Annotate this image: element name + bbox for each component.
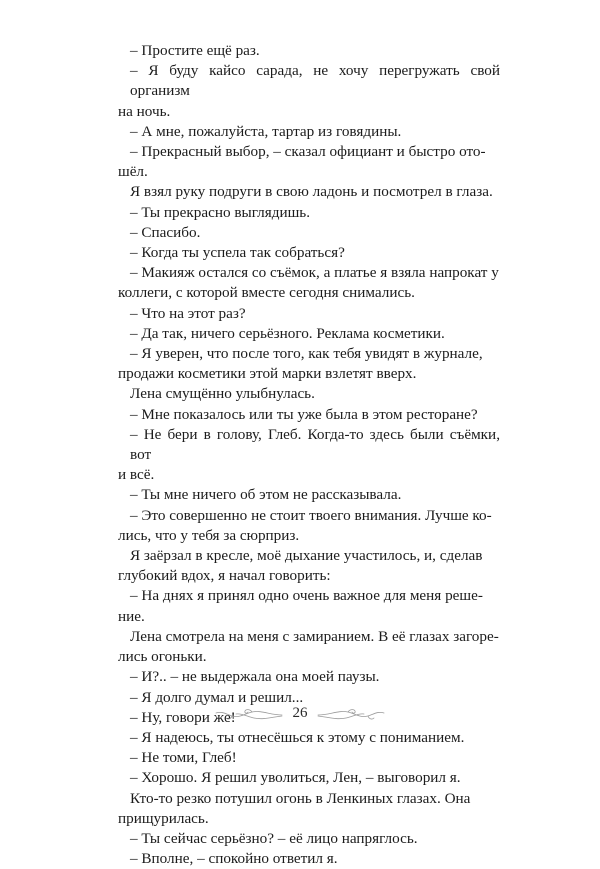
text-line: – Простите ещё раз.: [130, 42, 260, 59]
text-line: – На днях я принял одно очень важное для меня реше-: [130, 587, 483, 605]
text-line: – Я надеюсь, ты отнесёшься к этому с пониманием.: [130, 728, 465, 746]
text-line: глубокий вдох, я начал говорить:: [118, 567, 331, 585]
text-line: Кто-то резко потушил огонь в Ленкиных глазах. Она: [130, 789, 471, 807]
text-line: – Что на этот раз?: [130, 304, 246, 322]
page-number: 26: [292, 705, 308, 721]
body-text: [118, 41, 500, 869]
text-line: – Прекрасный выбор, – сказал официант и быстро ото-: [130, 143, 486, 161]
text-line: – Ты сейчас серьёзно? – её лицо напряглось.: [130, 829, 418, 847]
text-line: – Я уверен, что после того, как тебя увидят в журнале,: [130, 345, 483, 363]
text-line: – Мне показалось или ты уже была в этом ресторане?: [130, 405, 478, 423]
page-footer: [0, 700, 600, 730]
text-line: – Это совершенно не стоит твоего внимания. Лучше ко-: [130, 506, 492, 524]
text-line: прищурилась.: [118, 809, 209, 827]
text-line: – Хорошо. Я решил уволиться, Лен, – выговорил я.: [130, 769, 461, 787]
text-line: лись огоньки.: [118, 648, 207, 666]
text-line: на ночь.: [118, 102, 171, 120]
text-line: лись, что у тебя за сюрприз.: [118, 526, 300, 544]
text-line: – Ну, говори же!: [130, 708, 236, 726]
text-line: – Я долго думал и решил...: [130, 688, 304, 706]
text-line: Я взял руку подруги в свою ладонь и посмотрел в глаза.: [130, 183, 493, 201]
text-line: и всё.: [118, 466, 155, 484]
text-line: продажи косметики этой марки взлетят вверх.: [118, 365, 417, 383]
text-line: Лена смотрела на меня с замиранием. В её глазах загоре-: [130, 627, 499, 645]
text-line: коллеги, с которой вместе сегодня снимались.: [118, 284, 415, 302]
text-line: – Не бери в голову, Глеб. Когда-то здесь были съёмки, вот: [130, 425, 500, 464]
text-line: – И?.. – не выдержала она моей паузы.: [130, 668, 380, 686]
text-line: – Ты мне ничего об этом не рассказывала.: [130, 486, 402, 504]
text-line: – Макияж остался со съёмок, а платье я взяла напрокат у: [130, 264, 499, 282]
text-line: – Я буду кайсо сарада, не хочу перегружать свой организм: [130, 62, 500, 100]
text-line: шёл.: [118, 163, 148, 181]
text-line: Я заёрзал в кресле, моё дыхание участилось, и, сделав: [130, 547, 483, 565]
text-line: Лена смущённо улыбнулась.: [130, 385, 315, 403]
text-line: – Не томи, Глеб!: [130, 749, 237, 767]
text-line: – Спасибо.: [130, 223, 201, 241]
text-line: – Ты прекрасно выглядишь.: [130, 203, 311, 221]
text-line: – Да так, ничего серьёзного. Реклама косметики.: [130, 324, 445, 342]
text-line: – Когда ты успела так собраться?: [130, 244, 345, 262]
text-line: – Вполне, – спокойно ответил я.: [130, 850, 338, 868]
text-line: – А мне, пожалуйста, тартар из говядины.: [130, 122, 402, 140]
text-line: ние.: [118, 607, 145, 625]
